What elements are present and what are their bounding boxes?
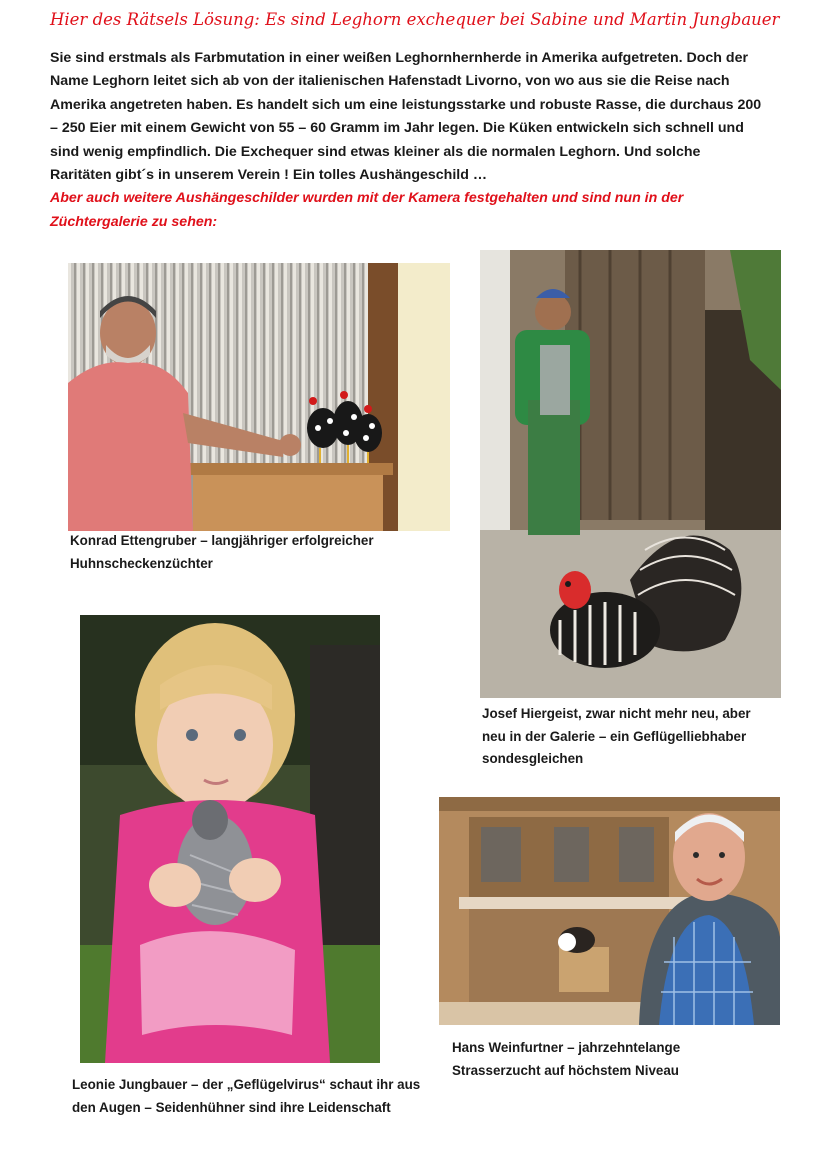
page-title: Hier des Rätsels Lösung: Es sind Leghorn exchequer bei Sabine und Martin Jungbauer xyxy=(50,10,780,29)
intro-line: Amerika angetreten haben. Es handelt sich um eine leistungsstarke und robuste Rasse, die durchaus 200 xyxy=(50,96,762,113)
caption-konrad-ettengruber: Konrad Ettengruber – langjähriger erfolgreicher Huhnscheckenzüchter xyxy=(70,533,374,571)
photo-leonie-jungbauer xyxy=(80,615,380,1063)
gallery-intro-line: Aber auch weitere Aushängeschilder wurden mit der Kamera festgehalten und sind nun in der xyxy=(50,190,684,207)
caption-leonie-jungbauer: Leonie Jungbauer – der „Geflügelvirus“ schaut ihr aus den Augen – Seidenhühner sind ihre Leidenschaft xyxy=(72,1077,421,1115)
intro-line: – 250 Eier mit einem Gewicht von 55 – 60 Gramm im Jahr legen. Die Küken entwickeln sich schnell und xyxy=(50,120,744,137)
photo-josef-hiergeist xyxy=(480,250,781,698)
caption-josef-hiergeist: Josef Hiergeist, zwar nicht mehr neu, aber neu in der Galerie – ein Geflügelliebhaber sondesgleichen xyxy=(482,706,751,766)
photo-hans-weinfurtner xyxy=(439,797,780,1025)
intro-line: Raritäten gibt´s in unserem Verein ! Ein tolles Aushängeschild … xyxy=(50,167,488,184)
intro-line: sind wenig empfindlich. Die Exchequer sind etwas kleiner als die normalen Leghorn. Und solche xyxy=(50,143,701,160)
intro-line: Sie sind erstmals als Farbmutation in einer weißen Leghornhernherde in Amerika aufgetreten. Doch der xyxy=(50,50,748,66)
gallery-intro-line: Züchtergalerie zu sehen: xyxy=(50,213,218,230)
photo-konrad-ettengruber xyxy=(68,263,450,531)
intro-paragraph xyxy=(50,47,778,234)
intro-line: Name Leghorn leitet sich ab von der italienischen Hafenstadt Livorno, von wo aus sie die Reise nach xyxy=(50,73,730,90)
caption-hans-weinfurtner: Hans Weinfurtner – jahrzehntelange Strasserzucht auf höchstem Niveau xyxy=(452,1040,681,1078)
